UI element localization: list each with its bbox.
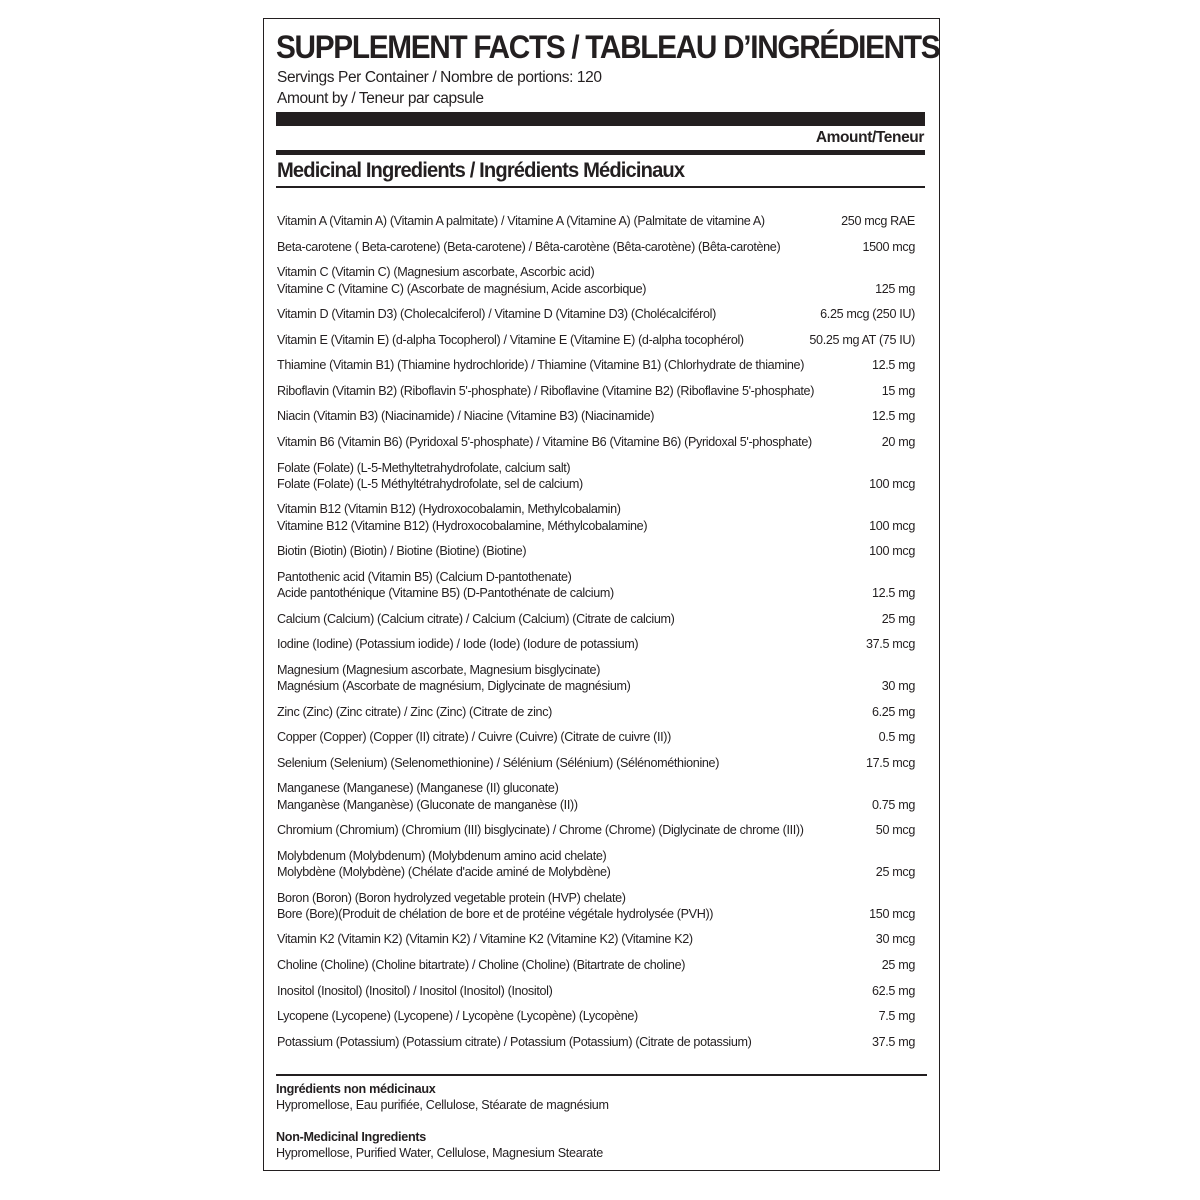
ingredient-row xyxy=(277,264,915,297)
ingredient-row xyxy=(277,957,915,974)
ingredient-name: Bore (Bore)(Produit de chélation de bore et de protéine végétale hydrolysée (PVH)) xyxy=(277,907,714,922)
ingredient-amount: 100 mcg xyxy=(869,544,915,559)
ingredient-row xyxy=(277,543,915,560)
ingredient-name: Choline (Choline) (Choline bitartrate) / Choline (Choline) (Bitartrate de choline) xyxy=(277,958,686,972)
ingredient-amount: 6.25 mg xyxy=(871,704,915,719)
ingredient-amount: 50.25 mg AT (75 IU) xyxy=(809,332,915,347)
ingredient-name: Beta-carotene ( Beta-carotene) (Beta-carotene) / Bêta-carotène (Bêta-carotène) (Bêta-carotène) xyxy=(277,239,781,254)
ingredient-amount: 150 mcg xyxy=(869,907,915,922)
ingredient-amount: 50 mcg xyxy=(875,823,915,838)
amount-column-heading: Amount/Teneur xyxy=(815,129,924,146)
non-medicinal-en-text: Hypromellose, Purified Water, Cellulose, Magnesium Stearate xyxy=(276,1146,603,1160)
ingredient-name: Inositol (Inositol) (Inositol) / Inositol (Inositol) (Inositol) xyxy=(277,983,553,998)
ingredient-amount: 20 mg xyxy=(881,435,915,449)
ingredient-name: Pantothenic acid (Vitamin B5) (Calcium D-pantothenate) xyxy=(277,569,572,584)
ingredient-row xyxy=(277,636,915,653)
ingredient-name: Manganese (Manganese) (Manganese (II) gluconate) xyxy=(277,781,559,796)
ingredient-name: Vitamin K2 (Vitamin K2) (Vitamin K2) / Vitamine K2 (Vitamine K2) (Vitamine K2) xyxy=(277,932,693,947)
ingredient-name: Vitamin B12 (Vitamin B12) (Hydroxocobalamin, Methylcobalamin) xyxy=(277,502,621,517)
ingredient-name: Zinc (Zinc) (Zinc citrate) / Zinc (Zinc) (Citrate de zinc) xyxy=(277,704,552,719)
ingredient-name: Boron (Boron) (Boron hydrolyzed vegetable protein (HVP) chelate) xyxy=(277,890,626,905)
ingredient-amount: 100 mcg xyxy=(869,477,915,492)
medium-divider xyxy=(276,150,925,155)
ingredient-name: Molybdenum (Molybdenum) (Molybdenum amino acid chelate) xyxy=(277,848,607,863)
ingredient-row xyxy=(277,822,915,839)
ingredient-name: Iodine (Iodine) (Potassium iodide) / Iode (Iode) (Iodure de potassium) xyxy=(277,637,639,652)
ingredient-amount: 25 mg xyxy=(881,611,915,626)
ingredient-row xyxy=(277,213,915,230)
ingredient-name: Selenium (Selenium) (Selenomethionine) / Sélénium (Sélénium) (Sélénométhionine) xyxy=(277,755,720,770)
ingredient-row xyxy=(277,569,915,602)
ingredient-row xyxy=(277,434,915,451)
ingredient-row xyxy=(277,239,915,256)
ingredient-row xyxy=(277,890,915,923)
non-medicinal-en-heading: Non-Medicinal Ingredients xyxy=(276,1130,426,1144)
ingredient-row xyxy=(277,460,915,493)
ingredient-name: Potassium (Potassium) (Potassium citrate) / Potassium (Potassium) (Citrate de potassium) xyxy=(277,1034,752,1049)
ingredient-row xyxy=(277,931,915,948)
bottom-divider xyxy=(276,1074,927,1076)
ingredient-amount: 6.25 mcg (250 IU) xyxy=(820,307,915,321)
ingredient-row xyxy=(277,704,915,721)
ingredient-name: Riboflavin (Vitamin B2) (Riboflavin 5'-phosphate) / Riboflavine (Vitamine B2) (Riboflavine 5'-phosphate) xyxy=(277,383,815,398)
ingredient-name: Folate (Folate) (L-5 Méthyltétrahydrofolate, sel de calcium) xyxy=(277,477,583,492)
ingredient-row xyxy=(277,1008,915,1025)
ingredient-row xyxy=(277,501,915,534)
ingredient-row xyxy=(277,357,915,374)
ingredient-amount: 125 mg xyxy=(875,281,915,296)
servings-per-container: Servings Per Container / Nombre de portions: 120 xyxy=(277,69,602,86)
ingredient-amount: 0.5 mg xyxy=(878,730,915,745)
thin-divider xyxy=(276,186,925,188)
ingredient-amount: 250 mcg RAE xyxy=(841,214,915,228)
ingredient-amount: 30 mcg xyxy=(875,932,915,947)
ingredient-name: Vitamine B12 (Vitamine B12) (Hydroxocobalamine, Méthylcobalamine) xyxy=(277,518,648,533)
medicinal-ingredients-heading: Medicinal Ingredients / Ingrédients Médicinaux xyxy=(277,159,685,182)
ingredient-name: Folate (Folate) (L-5-Methyltetrahydrofolate, calcium salt) xyxy=(277,460,571,475)
ingredient-amount: 12.5 mg xyxy=(871,586,915,601)
non-medicinal-fr-text: Hypromellose, Eau purifiée, Cellulose, Stéarate de magnésium xyxy=(276,1098,609,1112)
ingredient-amount: 30 mg xyxy=(881,679,915,694)
ingredient-name: Chromium (Chromium) (Chromium (III) bisglycinate) / Chrome (Chrome) (Diglycinate de chrome (III)) xyxy=(277,823,804,838)
ingredient-name: Vitamin D (Vitamin D3) (Cholecalciferol) / Vitamine D (Vitamine D3) (Cholécalciférol) xyxy=(277,307,716,321)
ingredient-amount: 17.5 mcg xyxy=(865,755,915,770)
ingredient-name: Vitamin E (Vitamin E) (d-alpha Tocopherol) / Vitamine E (Vitamine E) (d-alpha tocophérol) xyxy=(277,332,744,347)
ingredient-row xyxy=(277,662,915,695)
ingredient-amount: 37.5 mcg xyxy=(865,637,915,652)
ingredient-row xyxy=(277,332,915,349)
ingredient-name: Vitamin C (Vitamin C) (Magnesium ascorbate, Ascorbic acid) xyxy=(277,265,595,280)
ingredient-amount: 1500 mcg xyxy=(862,239,915,254)
supplement-facts-panel xyxy=(263,18,940,1171)
panel-title: SUPPLEMENT FACTS / TABLEAU D’INGRÉDIENTS xyxy=(276,29,940,65)
ingredient-row xyxy=(277,611,915,628)
ingredient-amount: 37.5 mg xyxy=(871,1034,915,1049)
ingredient-name: Magnesium (Magnesium ascorbate, Magnesium bisglycinate) xyxy=(277,662,601,677)
ingredient-amount: 25 mcg xyxy=(875,865,915,880)
ingredient-row xyxy=(277,306,915,323)
non-medicinal-fr-heading: Ingrédients non médicinaux xyxy=(276,1082,436,1096)
ingredient-row xyxy=(277,848,915,881)
ingredient-name: Niacin (Vitamin B3) (Niacinamide) / Niacine (Vitamine B3) (Niacinamide) xyxy=(277,409,655,424)
ingredient-amount: 100 mcg xyxy=(869,518,915,533)
ingredient-name: Lycopene (Lycopene) (Lycopene) / Lycopène (Lycopène) (Lycopène) xyxy=(277,1009,638,1024)
ingredient-name: Biotin (Biotin) (Biotin) / Biotine (Biotine) (Biotine) xyxy=(277,544,527,559)
ingredient-row xyxy=(277,1034,915,1051)
ingredient-amount: 12.5 mg xyxy=(871,358,915,373)
ingredient-amount: 7.5 mg xyxy=(878,1009,915,1024)
thick-divider xyxy=(276,112,925,126)
amount-by-capsule: Amount by / Teneur par capsule xyxy=(277,90,484,107)
ingredient-name: Vitamin B6 (Vitamin B6) (Pyridoxal 5'-phosphate) / Vitamine B6 (Vitamine B6) (Pyridoxal 5'-phosphate) xyxy=(277,435,812,449)
ingredient-amount: 25 mg xyxy=(881,958,915,972)
ingredient-row xyxy=(277,383,915,400)
ingredient-row xyxy=(277,408,915,425)
ingredient-row xyxy=(277,729,915,746)
ingredient-row xyxy=(277,755,915,772)
ingredient-name: Vitamin A (Vitamin A) (Vitamin A palmitate) / Vitamine A (Vitamine A) (Palmitate de vitamine A) xyxy=(277,214,765,228)
ingredient-amount: 15 mg xyxy=(881,383,915,398)
ingredient-name: Molybdène (Molybdène) (Chélate d'acide aminé de Molybdène) xyxy=(277,865,611,880)
ingredient-name: Vitamine C (Vitamine C) (Ascorbate de magnésium, Acide ascorbique) xyxy=(277,281,647,296)
ingredient-name: Calcium (Calcium) (Calcium citrate) / Calcium (Calcium) (Citrate de calcium) xyxy=(277,611,675,626)
ingredient-name: Thiamine (Vitamin B1) (Thiamine hydrochloride) / Thiamine (Vitamine B1) (Chlorhydrate de thiamine) xyxy=(277,358,805,373)
ingredient-name: Copper (Copper) (Copper (II) citrate) / Cuivre (Cuivre) (Citrate de cuivre (II)) xyxy=(277,730,671,745)
ingredient-amount: 0.75 mg xyxy=(871,797,915,812)
ingredient-row xyxy=(277,780,915,813)
ingredient-name: Manganèse (Manganèse) (Gluconate de manganèse (II)) xyxy=(277,797,578,812)
ingredient-amount: 62.5 mg xyxy=(871,983,915,998)
ingredient-name: Acide pantothénique (Vitamine B5) (D-Pantothénate de calcium) xyxy=(277,586,614,601)
ingredient-row xyxy=(277,983,915,1000)
ingredient-name: Magnésium (Ascorbate de magnésium, Diglycinate de magnésium) xyxy=(277,679,631,694)
ingredient-amount: 12.5 mg xyxy=(871,409,915,424)
